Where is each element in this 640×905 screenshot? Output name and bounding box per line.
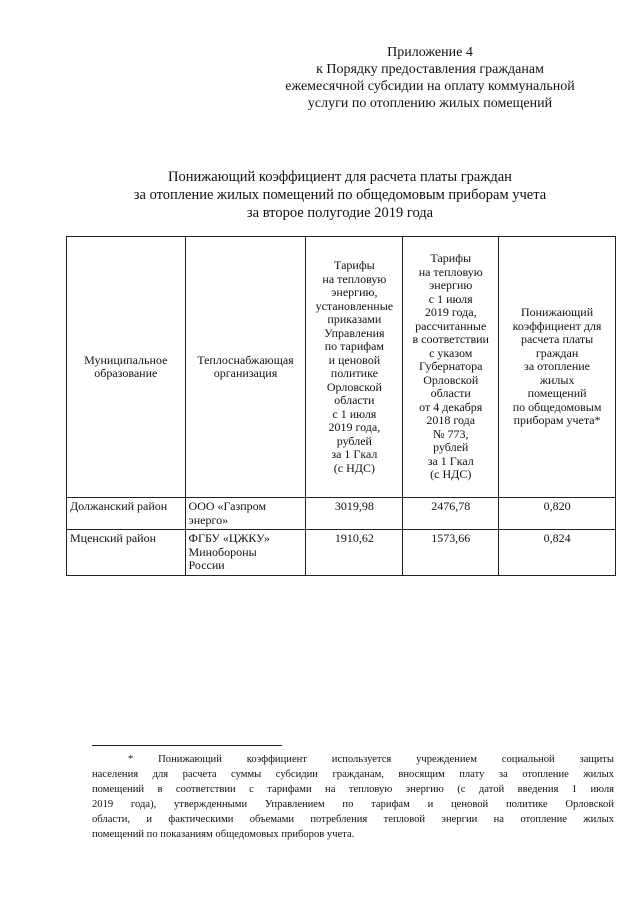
cell-supplier: ФГБУ «ЦЖКУ» Минобороны России	[185, 530, 306, 576]
footnote-line: * Понижающий коэффициент используется учреждением социальной защиты	[128, 754, 614, 765]
table-row	[67, 498, 616, 530]
appendix-line: к Порядку предоставления гражданам	[316, 62, 544, 77]
appendix-line: ежемесячной субсидии на оплату коммунальной	[285, 79, 575, 94]
footnote-line: помещений по показаниям общедомовых приборов учета.	[92, 829, 355, 840]
footnote-line: 2019 года), утвержденными Управлением по тарифам и ценовой политике Орловской	[92, 799, 614, 810]
cell-coefficient: 0,820	[499, 498, 616, 530]
title-line: за второе полугодие 2019 года	[246, 205, 434, 221]
footnote	[92, 752, 614, 842]
title-line: Понижающий коэффициент для расчета платы граждан	[168, 169, 512, 185]
appendix-line: Приложение 4	[387, 45, 473, 60]
cell-coefficient: 0,824	[499, 530, 616, 576]
cell-municipality: Должанский район	[67, 498, 186, 530]
header-tariff-calculated: Тарифы на тепловую энергию с 1 июля 2019 года, рассчитанные в соответствии с указом Губернатора Орловской области от 4 декабря 2018 года № 773, рублей за 1 Гкал (с НДС)	[403, 237, 499, 498]
header-tariff-established: Тарифы на тепловую энергию, установленные приказами Управления по тарифам и ценовой политике Орловской области с 1 июля 2019 года, рублей за 1 Гкал (с НДС)	[306, 237, 403, 498]
document-title	[70, 168, 610, 222]
appendix-line: услуги по отоплению жилых помещений	[307, 96, 553, 111]
table-header-row	[67, 237, 616, 498]
header-heat-supplier: Теплоснабжающая организация	[185, 237, 306, 498]
cell-supplier: ООО «Газпром энерго»	[185, 498, 306, 530]
header-reduction-coefficient: Понижающий коэффициент для расчета платы граждан за отопление жилых помещений по общедомовым приборам учета*	[499, 237, 616, 498]
cell-tariff-calculated: 2476,78	[403, 498, 499, 530]
footnote-line: населения для расчета суммы субсидии гражданам, вносящим плату за отопление жилых	[92, 769, 614, 780]
coefficient-table	[66, 236, 616, 576]
header-municipality: Муниципальное образование	[67, 237, 186, 498]
appendix-header	[250, 44, 610, 112]
footnote-separator	[92, 745, 282, 746]
cell-municipality: Мценский район	[67, 530, 186, 576]
cell-tariff-established: 3019,98	[306, 498, 403, 530]
footnote-line: области, и фактическими объемами потребления тепловой энергии на отопление жилых	[92, 814, 614, 825]
title-line: за отопление жилых помещений по общедомовым приборам учета	[133, 187, 547, 203]
cell-tariff-calculated: 1573,66	[403, 530, 499, 576]
table-row	[67, 530, 616, 576]
footnote-line: помещений в соответствии с тарифами на тепловую энергию (с датой введения 1 июля	[92, 784, 614, 795]
cell-tariff-established: 1910,62	[306, 530, 403, 576]
